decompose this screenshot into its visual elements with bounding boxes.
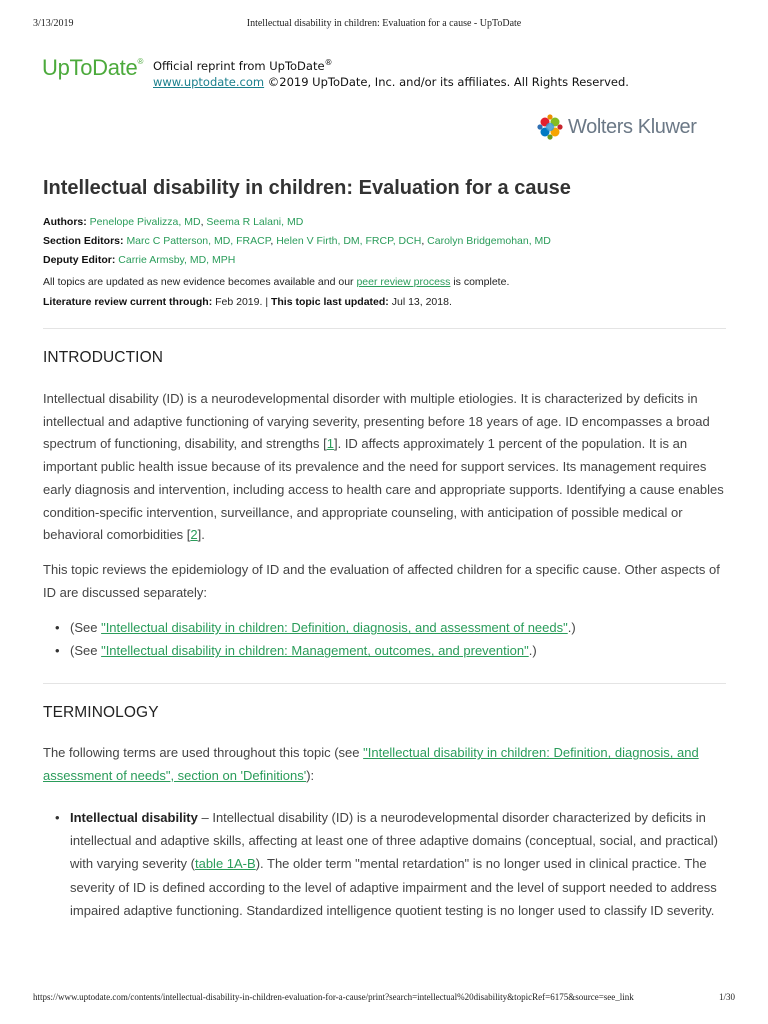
introduction-heading: INTRODUCTION [43,349,164,366]
uptodate-logo[interactable]: UpToDate® [42,55,144,80]
print-date: 3/13/2019 [33,18,74,29]
author-link[interactable]: Penelope Pivalizza, MD [89,216,201,228]
section-editors-line: Section Editors: Marc C Patterson, MD, FRACP, Helen V Firth, DM, FRCP, DCH, Carolyn Bridgemohan, MD [43,235,551,247]
topic-link[interactable]: "Intellectual disability in children: Management, outcomes, and prevention" [101,643,529,659]
reprint-notice: Official reprint from UpToDate® www.uptodate.com ©2019 UpToDate, Inc. and/or its affiliates. All Rights Reserved. [153,58,629,89]
update-notice: All topics are updated as new evidence becomes available and our peer review process is complete. [43,276,510,288]
terminology-paragraph: The following terms are used throughout this topic (see "Intellectual disability in children: Definition, diagnosis, and assessment of needs", section on 'Definitions'): [43,745,699,784]
deputy-editor-line: Deputy Editor: Carrie Armsby, MD, MPH [43,254,236,266]
topic-link[interactable]: "Intellectual disability in children: Definition, diagnosis, and assessment of needs" [101,620,568,636]
article-credits [43,213,726,270]
terminology-heading: TERMINOLOGY [43,704,159,722]
print-footer [33,992,735,1006]
see-also-list [43,616,726,662]
table-link[interactable]: table 1A-B [194,856,256,872]
print-header [33,18,735,32]
deputy-editor-link[interactable]: Carrie Armsby, MD, MPH [118,254,236,266]
wolters-kluwer-wordmark: Wolters Kluwer [568,116,697,138]
wolters-kluwer-mark-icon [536,113,564,141]
authors-line: Authors: Penelope Pivalizza, MD, Seema R Lalani, MD [43,216,304,228]
reprint-label: Official reprint from UpToDate [153,58,325,73]
introduction-paragraph: Intellectual disability (ID) is a neurodevelopmental disorder with multiple etiologies. It is characterized by deficits in intellectual and adaptive functioning of varying severity, presenting before 18 years of age. ID encompasses a broad spectrum of functioning, disability, and strengths [1]. ID affects approximately 1 percent of the population. It is an important public health issue because of its prevalence and the need for support services. Its management requires early diagnosis and intervention, including access to health care and appropriate supports. Identifying a cause enables condition-specific intervention, surveillance, and appropriate counseling, with anticipation of possible medical or behavioral comorbidities [2]. [43,391,724,543]
term-label: Intellectual disability [70,809,198,825]
list-item: • (See "Intellectual disability in children: Definition, diagnosis, and assessment of needs".) [43,616,726,639]
author-link[interactable]: Seema R Lalani, MD [206,216,304,228]
terminology-list [43,806,726,922]
page-number: 1/30 [718,992,735,1002]
list-item: • (See "Intellectual disability in children: Management, outcomes, and prevention".) [43,639,726,662]
editor-link[interactable]: Carolyn Bridgemohan, MD [427,235,551,247]
copyright-text: ©2019 UpToDate, Inc. and/or its affiliates. All Rights Reserved. [264,74,629,89]
article-title: Intellectual disability in children: Evaluation for a cause [43,177,571,199]
section-divider [43,683,726,684]
editor-link[interactable]: Helen V Firth, DM, FRCP, DCH [276,235,422,247]
peer-review-link[interactable]: peer review process [356,276,451,288]
uptodate-site-link[interactable]: www.uptodate.com [153,74,265,89]
section-divider [43,328,726,329]
reference-link[interactable]: 1 [326,436,334,452]
wolters-kluwer-logo [536,113,716,143]
reference-link[interactable]: 2 [190,527,198,543]
editor-link[interactable]: Marc C Patterson, MD, FRACP [126,235,271,247]
print-page-title: Intellectual disability in children: Evaluation for a cause - UpToDate [246,18,522,29]
review-dates: Literature review current through: Feb 2019. | This topic last updated: Jul 13, 2018. [43,296,452,308]
topic-link[interactable]: "Intellectual disability in children: Definition, diagnosis, and assessment of needs", section on 'Definitions' [43,745,699,784]
list-item: • Intellectual disability – Intellectual disability (ID) is a neurodevelopmental disorder characterized by deficits in intellectual and adaptive skills, affecting at least one of three adaptive domains (conceptual, social, and practical) with varying severity (table 1A-B). The older term "mental retardation" is no longer used in clinical practice. The severity of ID is defined according to the level of adaptive impairment and the level of support needed to address impaired adaptive functioning. Standardized intelligence quotient testing is no longer used to classify ID severity. [43,806,726,922]
article [43,176,726,922]
scope-paragraph: This topic reviews the epidemiology of ID and the evaluation of affected children for a specific cause. Other aspects of ID are discussed separately: [43,561,720,600]
print-url: https://www.uptodate.com/contents/intellectual-disability-in-children-evaluation-for-a-cause/print?search=intellectual%20disability&topicRef=6175&source=see_link [33,992,634,1002]
